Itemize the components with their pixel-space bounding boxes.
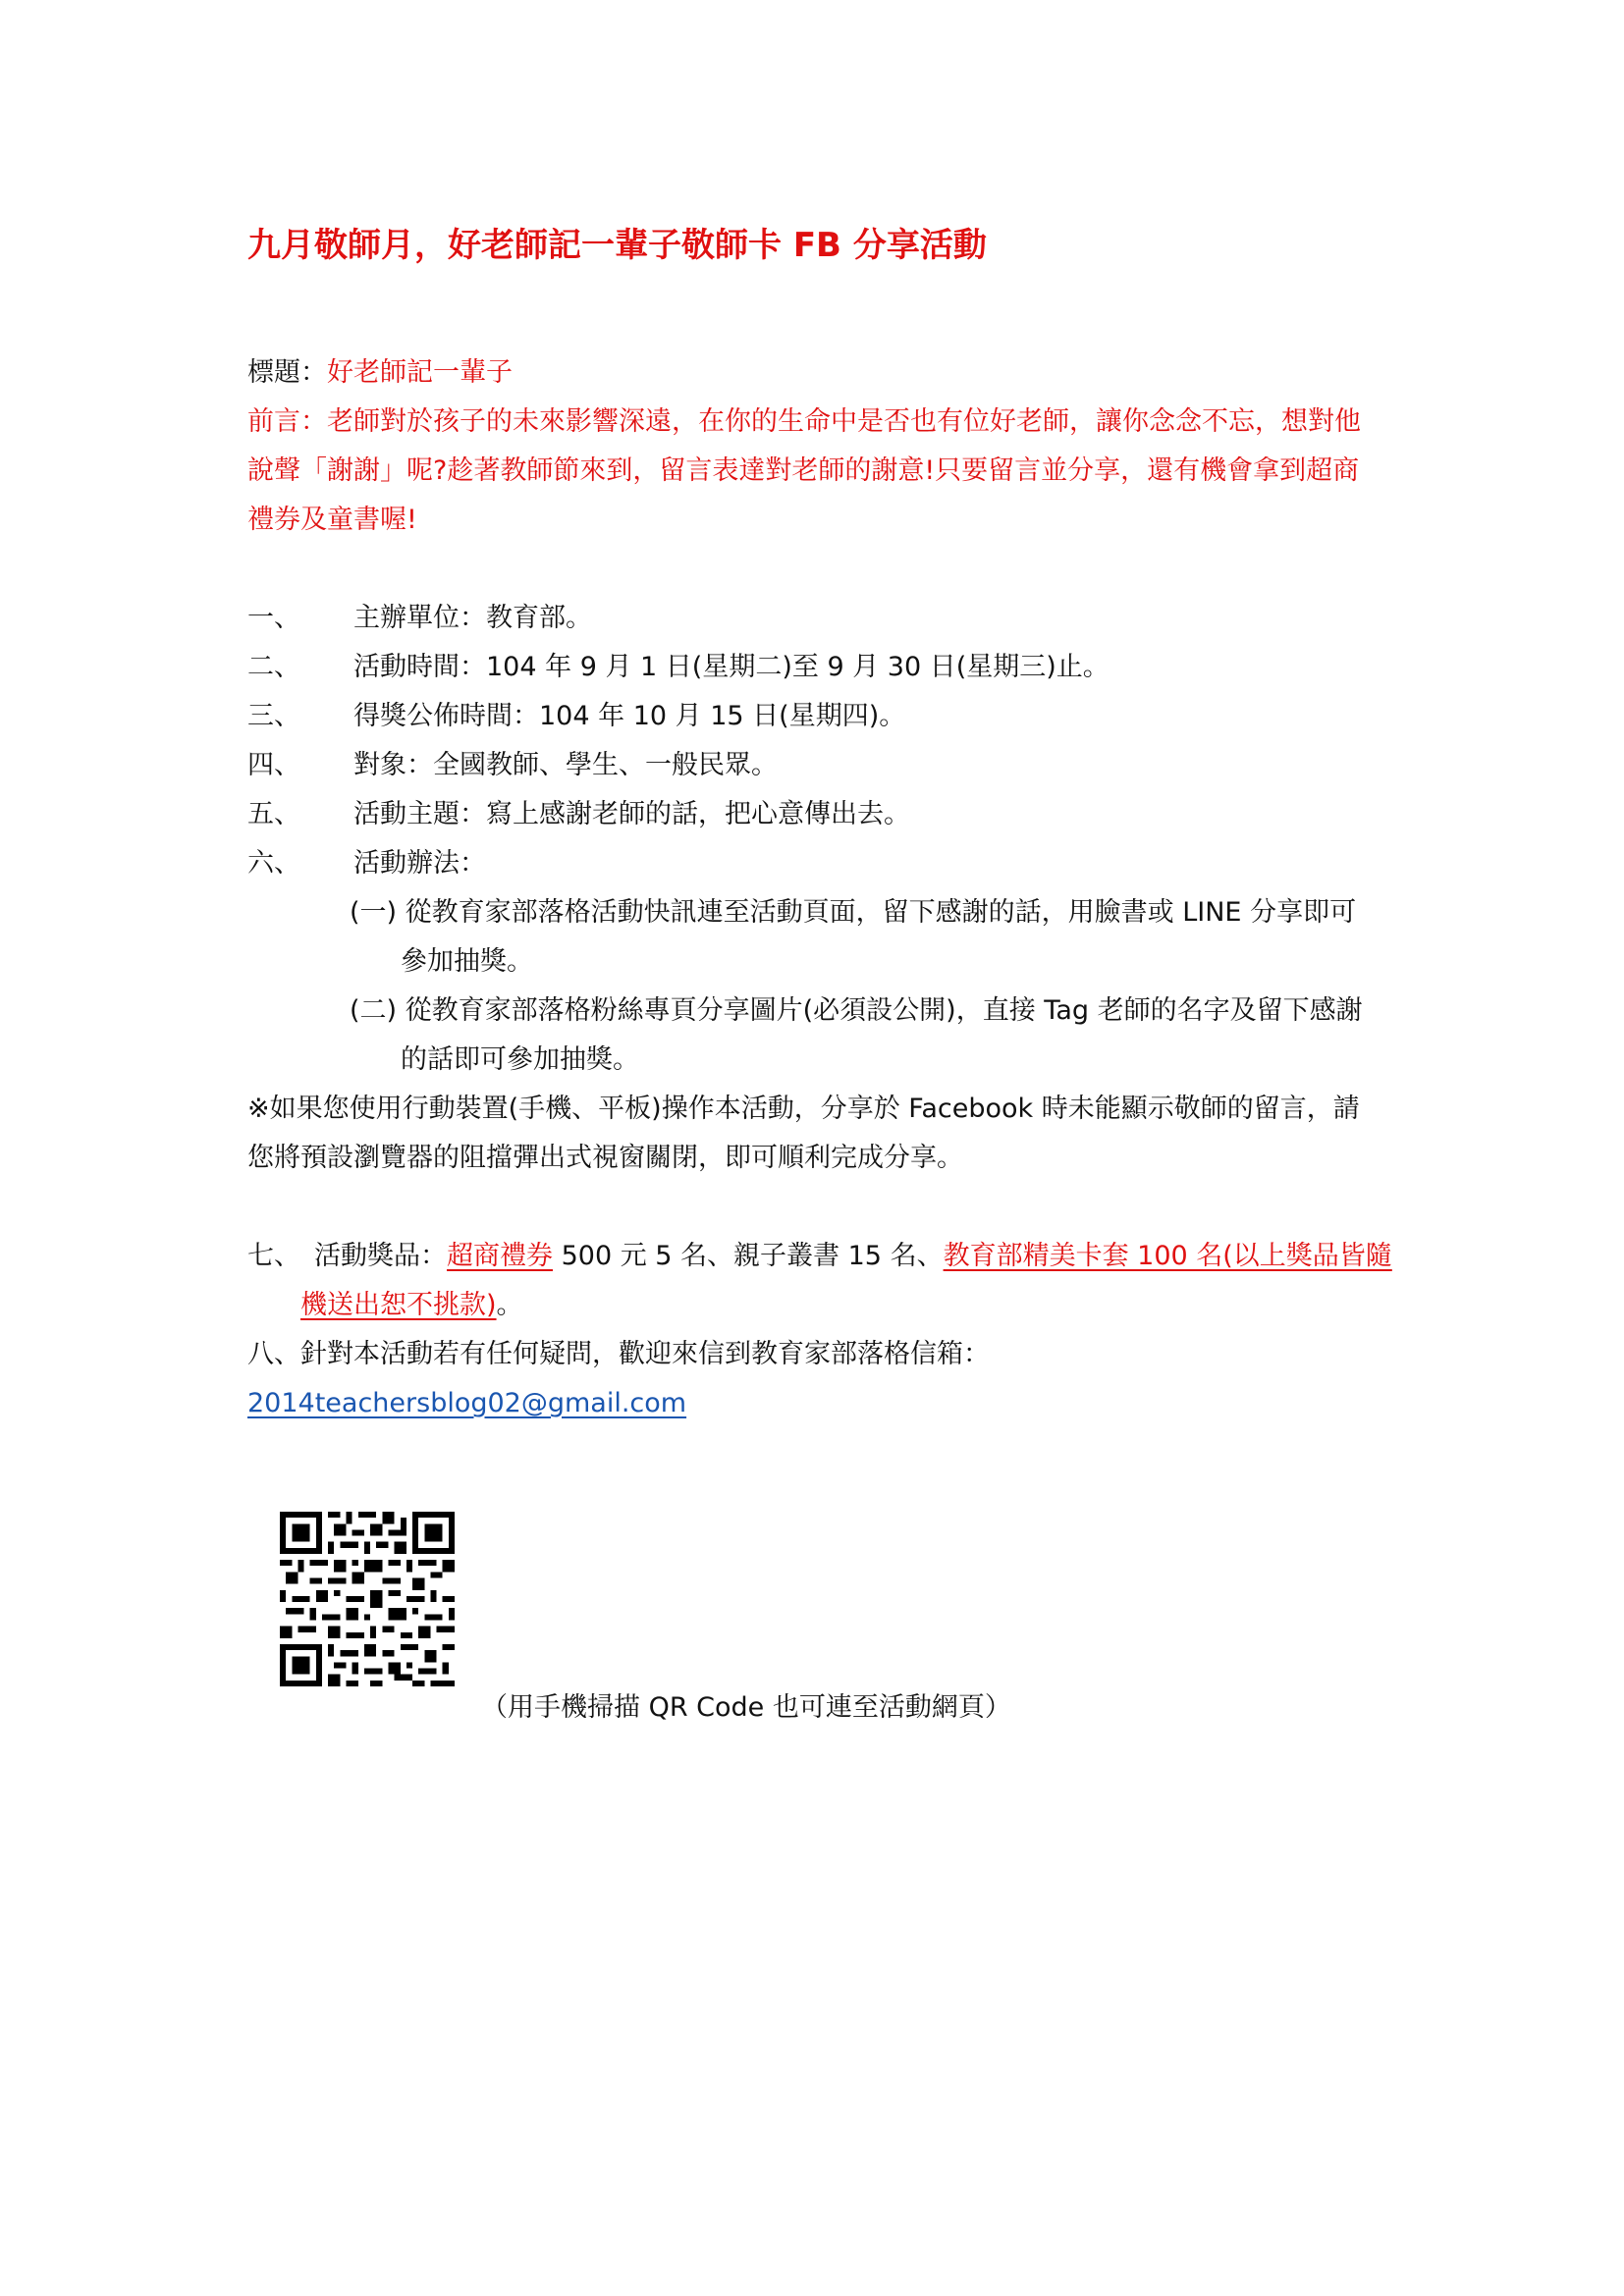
note-line: ※如果您使用行動裝置(手機、平板)操作本活動，分享於 Facebook 時未能顯示敬師的留言，請 [247,1094,1360,1124]
list-item-text: 主辦單位：教育部。 [353,603,592,633]
list-item-number: 六、 [247,848,300,879]
list-item-text: 對象：全國教師、學生、一般民眾。 [353,750,778,780]
list-item [247,839,1110,888]
list-item-number: 五、 [247,799,300,829]
page-title: 九月敬師月，好老師記一輩子敬師卡 FB 分享活動 [247,226,987,265]
mobile-note [247,1085,1360,1183]
prize-books: 500 元 5 名、親子叢書 15 名、 [553,1241,944,1271]
prizes-label: 活動獎品： [314,1241,447,1271]
qr-code-icon [280,1512,455,1686]
list-item [247,790,1110,839]
list-item [247,594,1110,643]
intro-line: 說聲「謝謝」呢?趁著教師節來到，留言表達對老師的謝意!只要留言並分享，還有機會拿到超商 [247,455,1360,486]
method-item-line: (二) 從教育家部落格粉絲專頁分享圖片(必須設公開)，直接 Tag 老師的名字及留下感謝 [350,995,1363,1026]
list-item [247,741,1110,790]
prize-card-holder: 教育部精美卡套 100 名(以上獎品皆隨 [943,1241,1392,1271]
contact-section [247,1330,990,1428]
list-item-number: 二、 [247,652,300,682]
prizes-section [247,1232,1392,1330]
contact-text: 八、針對本活動若有任何疑問，歡迎來信到教育家部落格信箱： [247,1339,990,1369]
prizes-number: 七、 [247,1241,300,1271]
list-item [247,643,1110,692]
list-item-number: 三、 [247,701,300,731]
subject-line [247,348,513,398]
prize-card-holder-continued: 機送出恕不挑款) [300,1290,497,1320]
list-item-text: 活動時間：104 年 9 月 1 日(星期二)至 9 月 30 日(星期三)止。 [353,652,1110,682]
qr-caption: （用手機掃描 QR Code 也可連至活動網頁） [481,1692,1011,1723]
contact-email-link[interactable]: 2014teachersblog02@gmail.com [247,1388,687,1418]
method-item-line: 參加抽獎。 [401,946,533,977]
prizes-end: 。 [496,1290,523,1320]
subject-label: 標題： [247,357,327,388]
note-line: 您將預設瀏覽器的阻擋彈出式視窗關閉，即可順利完成分享。 [247,1143,963,1173]
list-item-number: 四、 [247,750,300,780]
method-item-line: (一) 從教育家部落格活動快訊連至活動頁面，留下感謝的話，用臉書或 LINE 分享即可 [350,897,1357,928]
intro-paragraph [247,398,1361,545]
list-item-number: 一、 [247,603,300,633]
list-item-text: 得獎公佈時間：104 年 10 月 15 日(星期四)。 [353,701,906,731]
method-list [350,888,1363,1085]
method-item-line: 的話即可參加抽獎。 [401,1044,639,1075]
intro-line: 禮券及童書喔! [247,505,417,535]
subject-value: 好老師記一輩子 [327,357,513,388]
intro-line: 前言：老師對於孩子的未來影響深遠，在你的生命中是否也有位好老師，讓你念念不忘，想對他 [247,406,1361,437]
list-item-text: 活動辦法： [353,848,486,879]
list-item-text: 活動主題：寫上感謝老師的話，把心意傳出去。 [353,799,910,829]
prize-gift-voucher: 超商禮券 [447,1241,553,1271]
activity-list [247,594,1110,888]
list-item [247,692,1110,741]
